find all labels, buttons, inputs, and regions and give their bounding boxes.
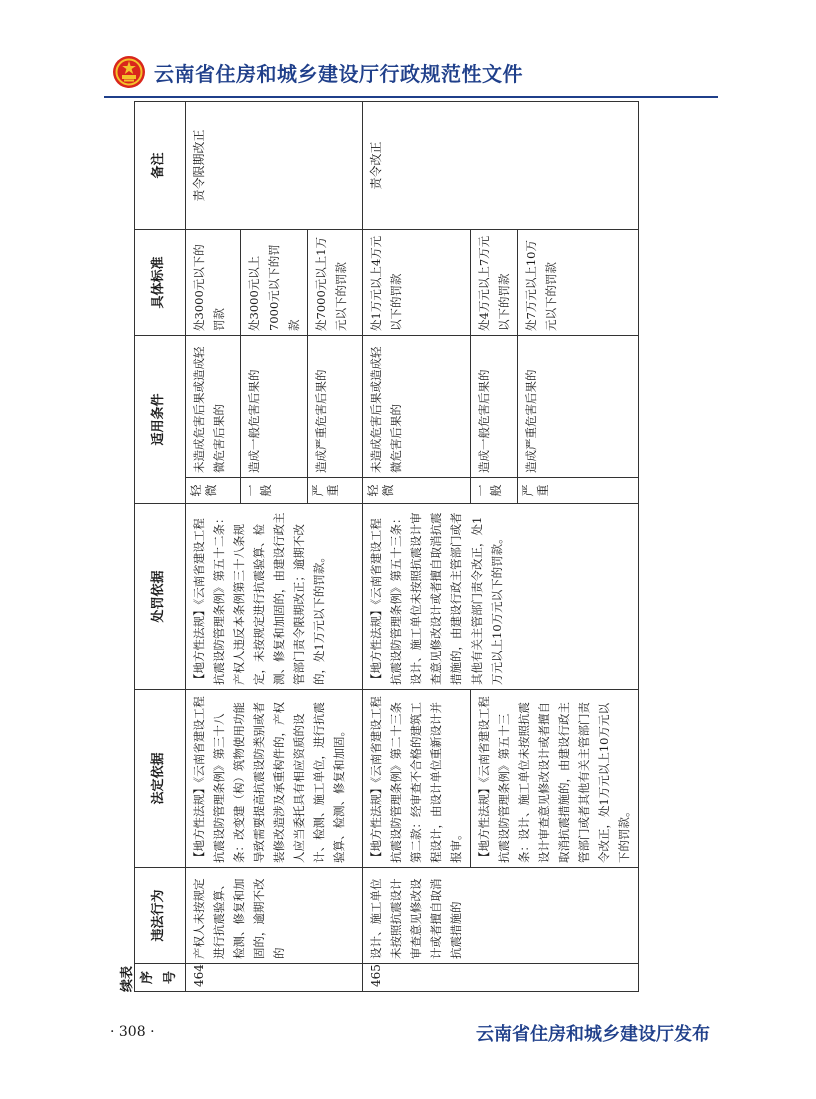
page-header <box>112 52 523 92</box>
level-label: 严重 <box>310 484 341 497</box>
col-header-seq: 序号 <box>135 964 186 992</box>
row-seq: 464 <box>185 964 362 992</box>
table-row <box>185 101 240 991</box>
page-number: · 308 · <box>110 1024 155 1040</box>
continue-label: 续表 <box>120 965 135 992</box>
col-header-standard: 具体标准 <box>135 229 186 335</box>
table-header-row <box>135 101 186 991</box>
table-row <box>362 101 470 991</box>
level-label: 轻微 <box>188 484 219 497</box>
col-header-penalty-basis: 处罚依据 <box>135 504 186 690</box>
level-cell <box>185 478 240 504</box>
note-cell: 责令改正 <box>362 101 638 229</box>
level-cell <box>307 478 362 504</box>
standard-cell: 处7000元以上1万元以下的罚款 <box>307 229 362 335</box>
publisher-label: 云南省住房和城乡建设厅发布 <box>476 1024 710 1045</box>
violation-cell: 设计、施工单位未按照抗震设计审查意见修改设计或者擅自取消抗震措施的 <box>362 868 638 964</box>
legal-basis-cell: 【地方性法规】《云南省建设工程抗震设防管理条例》第二十三条第二款：经审查不合格的建筑工程设计，由设计单位重新设计并报审。 <box>362 690 470 868</box>
condition-cell: 未造成危害后果或造成轻微危害后果的 <box>185 335 240 477</box>
penalty-table <box>134 101 639 992</box>
condition-cell: 未造成危害后果或造成轻微危害后果的 <box>362 335 470 477</box>
col-header-condition: 适用条件 <box>135 335 186 503</box>
national-emblem-icon <box>112 55 146 89</box>
violation-cell: 产权人未按规定进行抗震验算、检测、修复和加固的，逾期不改的 <box>185 868 362 964</box>
header-divider <box>104 96 718 98</box>
level-cell <box>362 478 470 504</box>
standard-cell: 处3000元以上7000元以下的罚款 <box>240 229 307 335</box>
standard-cell: 处3000元以下的罚款 <box>185 229 240 335</box>
page-title: 云南省住房和城乡建设厅行政规范性文件 <box>154 61 523 86</box>
standard-cell: 处7万元以上10万元以下的罚款 <box>517 229 638 335</box>
row-seq: 465 <box>362 964 638 992</box>
col-header-violation: 违法行为 <box>135 868 186 964</box>
condition-cell: 造成严重危害后果的 <box>307 335 362 477</box>
penalty-basis-cell: 【地方性法规】《云南省建设工程抗震设防管理条例》第五十二条：产权人违反本条例第三十八条规定，未按规定进行抗震验算、检测、修复和加固的，由建设行政主管部门责令限期改正；逾期不改的，处1万元以下的罚款。 <box>185 504 362 690</box>
level-cell <box>240 478 307 504</box>
penalty-basis-cell: 【地方性法规】《云南省建设工程抗震设防管理条例》第五十三条：设计、施工单位未按照抗震设计审查意见修改设计或者擅自取消抗震措施的，由建设行政主管部门或者其他有关主管部门责令改正，处1万元以上10万元以下的罚款。 <box>362 504 638 690</box>
standard-cell: 处1万元以上4万元以下的罚款 <box>362 229 470 335</box>
legal-basis-cell: 【地方性法规】《云南省建设工程抗震设防管理条例》第五十三条：设计、施工单位未按照抗震设计审查意见修改设计或者擅自取消抗震措施的，由建设行政主管部门或者其他有关主管部门责令改正，处1万元以上10万元以下的罚款。 <box>470 690 638 868</box>
col-header-legal-basis: 法定依据 <box>135 690 186 868</box>
level-label: 轻微 <box>365 484 396 497</box>
level-cell <box>517 478 638 504</box>
level-label: 严重 <box>520 484 551 497</box>
col-header-note: 备注 <box>135 101 186 229</box>
legal-basis-cell: 【地方性法规】《云南省建设工程抗震设防管理条例》第三十八条：改变建（构）筑物使用功能导致需要提高抗震设防类别或者装修改造涉及承重构件的，产权人应当委托具有相应资质的设计、检测、施工单位，进行抗震验算、检测、修复和加固。 <box>185 690 362 868</box>
note-cell: 责令限期改正 <box>185 101 362 229</box>
condition-cell: 造成一般危害后果的 <box>470 335 517 477</box>
level-cell <box>470 478 517 504</box>
condition-cell: 造成一般危害后果的 <box>240 335 307 477</box>
level-label: 一般 <box>473 484 504 497</box>
standard-cell: 处4万元以上7万元以下的罚款 <box>470 229 517 335</box>
condition-cell: 造成严重危害后果的 <box>517 335 638 477</box>
level-label: 一般 <box>243 484 274 497</box>
rotated-table-container <box>114 102 632 992</box>
